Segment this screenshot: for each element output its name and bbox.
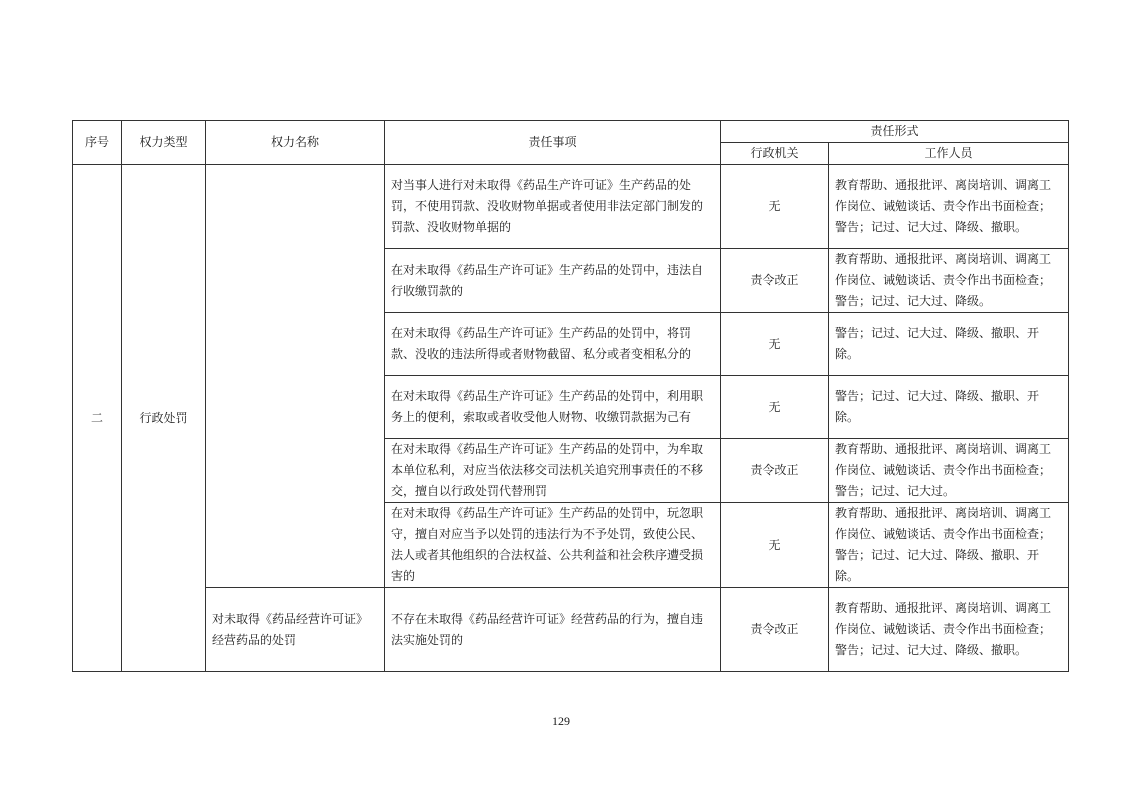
duty-cell: 在对未取得《药品生产许可证》生产药品的处罚中，利用职务上的便利，索取或者收受他人财物、收缴罚款据为己有 bbox=[385, 376, 721, 439]
responsibility-table bbox=[72, 120, 1069, 672]
header-agency: 行政机关 bbox=[721, 143, 829, 165]
agency-cell: 责令改正 bbox=[721, 588, 829, 672]
header-staff: 工作人员 bbox=[829, 143, 1069, 165]
header-seq: 序号 bbox=[73, 121, 122, 165]
staff-cell: 警告；记过、记大过、降级、撤职、开除。 bbox=[829, 313, 1069, 376]
duty-cell: 对当事人进行对未取得《药品生产许可证》生产药品的处罚，不使用罚款、没收财物单据或者使用非法定部门制发的罚款、没收财物单据的 bbox=[385, 165, 721, 249]
staff-cell: 教育帮助、通报批评、离岗培训、调离工作岗位、诫勉谈话、责令作出书面检查；警告；记过、记大过、降级、撤职、开除。 bbox=[829, 503, 1069, 588]
agency-cell: 无 bbox=[721, 165, 829, 249]
duty-cell: 在对未取得《药品生产许可证》生产药品的处罚中，为牟取本单位私利，对应当依法移交司法机关追究刑事责任的不移交，擅自以行政处罚代替刑罚 bbox=[385, 439, 721, 503]
staff-cell: 警告；记过、记大过、降级、撤职、开除。 bbox=[829, 376, 1069, 439]
group-power-name-1 bbox=[206, 165, 385, 588]
group-seq: 二 bbox=[73, 165, 122, 672]
group-power-name-2: 对未取得《药品经营许可证》经营药品的处罚 bbox=[206, 588, 385, 672]
header-row-1 bbox=[73, 121, 1069, 143]
header-duty-form: 责任形式 bbox=[721, 121, 1069, 143]
header-duty-item: 责任事项 bbox=[385, 121, 721, 165]
page-number: 129 bbox=[552, 714, 570, 728]
staff-cell: 教育帮助、通报批评、离岗培训、调离工作岗位、诫勉谈话、责令作出书面检查；警告；记过、记大过。 bbox=[829, 439, 1069, 503]
table-row bbox=[73, 588, 1069, 672]
group-power-type: 行政处罚 bbox=[122, 165, 206, 672]
staff-cell: 教育帮助、通报批评、离岗培训、调离工作岗位、诫勉谈话、责令作出书面检查；警告；记过、记大过、降级。 bbox=[829, 249, 1069, 313]
duty-cell: 在对未取得《药品生产许可证》生产药品的处罚中，违法自行收缴罚款的 bbox=[385, 249, 721, 313]
staff-cell: 教育帮助、通报批评、离岗培训、调离工作岗位、诫勉谈话、责令作出书面检查；警告；记过、记大过、降级、撤职。 bbox=[829, 588, 1069, 672]
agency-cell: 责令改正 bbox=[721, 249, 829, 313]
header-power-type: 权力类型 bbox=[122, 121, 206, 165]
table-row bbox=[73, 165, 1069, 249]
agency-cell: 无 bbox=[721, 503, 829, 588]
agency-cell: 责令改正 bbox=[721, 439, 829, 503]
agency-cell: 无 bbox=[721, 376, 829, 439]
duty-cell: 在对未取得《药品生产许可证》生产药品的处罚中，玩忽职守，擅自对应当予以处罚的违法行为不予处罚，致使公民、法人或者其他组织的合法权益、公共利益和社会秩序遭受损害的 bbox=[385, 503, 721, 588]
duty-cell: 不存在未取得《药品经营许可证》经营药品的行为，擅自违法实施处罚的 bbox=[385, 588, 721, 672]
staff-cell: 教育帮助、通报批评、离岗培训、调离工作岗位、诫勉谈话、责令作出书面检查；警告；记过、记大过、降级、撤职。 bbox=[829, 165, 1069, 249]
agency-cell: 无 bbox=[721, 313, 829, 376]
header-power-name: 权力名称 bbox=[206, 121, 385, 165]
duty-cell: 在对未取得《药品生产许可证》生产药品的处罚中，将罚款、没收的违法所得或者财物截留、私分或者变相私分的 bbox=[385, 313, 721, 376]
